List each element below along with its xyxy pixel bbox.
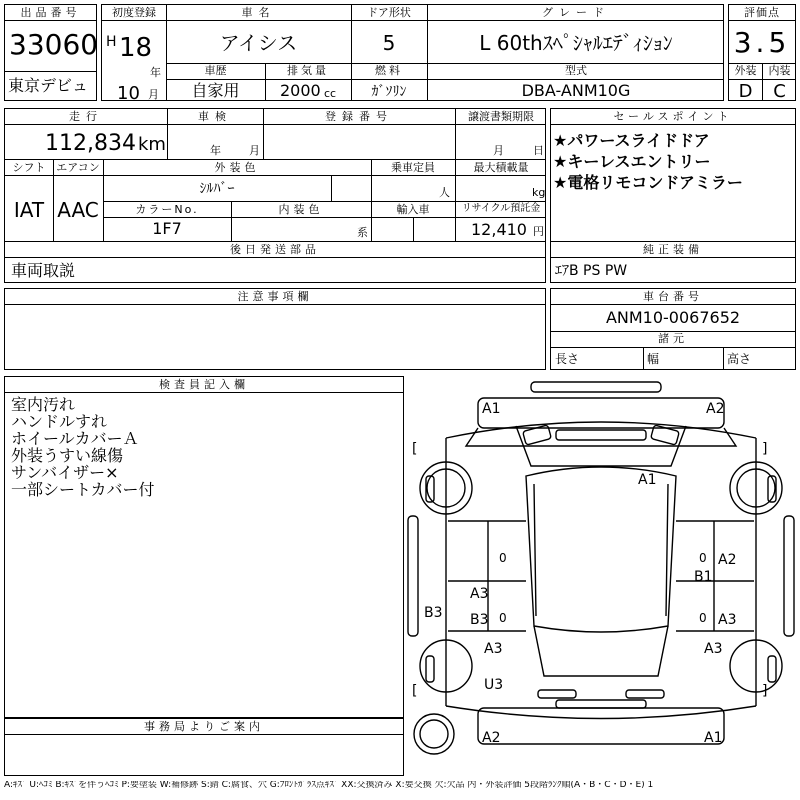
- bracket-left-bottom: [: [412, 683, 418, 699]
- debut-label: 東京デビュ: [8, 76, 89, 95]
- inspector-note-3: ホイールカバーＡ: [11, 429, 139, 448]
- mark-front-left: A1: [482, 401, 501, 417]
- recycle-label: リサイクル預託金: [461, 203, 541, 214]
- inspection-label: 車検: [198, 110, 232, 123]
- lot-box: [4, 4, 97, 101]
- color-no-label: カラーNo.: [135, 203, 199, 216]
- mark-left-quarter: A3: [484, 641, 503, 657]
- damage-diagram: [406, 376, 796, 776]
- height-label: 高さ: [727, 352, 752, 366]
- car-name-label: 車名: [241, 6, 276, 19]
- selling-points-label: セールスポイント: [551, 109, 795, 125]
- ext-color-label: 外装色: [214, 161, 260, 174]
- inspector-note-2: ハンドルすれ: [11, 412, 108, 431]
- year-unit: 年: [150, 66, 161, 79]
- lot-number: 33060: [9, 28, 99, 61]
- mark-front-right: A2: [706, 401, 725, 417]
- vehicle-detail-grid: [4, 108, 546, 242]
- exterior-grade: D: [738, 81, 753, 102]
- first-reg-label: 初度登録: [112, 6, 156, 19]
- later-parts-box: [4, 241, 546, 283]
- mark-left-rear-u3: U3: [484, 677, 504, 693]
- small-mark-2: 0: [699, 551, 707, 565]
- selling-point-2: ★キーレスエントリー: [553, 152, 711, 171]
- interior-label: 内装: [768, 64, 791, 77]
- later-parts-label: 後日発送部品: [5, 242, 545, 258]
- load-label: 最大積載量: [473, 161, 529, 174]
- car-name: アイシス: [219, 31, 298, 55]
- exterior-label: 外装: [734, 64, 757, 77]
- ac-label: エアコン: [56, 161, 100, 174]
- mark-roof: A1: [638, 472, 657, 488]
- legend: A:ｷｽﾞ U:ﾍｺﾐ B:ｷｽﾞを伴うﾍｺﾐ P:要塗装 W:補修跡 S:錆 C:腐食、穴 G:ﾌﾛﾝﾄｶﾞﾗｽ点ｷｽﾞ XX:交換済み X:要交換 欠:欠品 内・外装評価 5段階ﾗﾝｸ順(A・B・C・D・E) 1: [4, 781, 654, 790]
- color-no: 1F7: [152, 219, 182, 238]
- history-label: 車歴: [204, 64, 227, 77]
- chassis-label: 車台番号: [551, 289, 795, 305]
- mark-right-front-door: A2: [718, 552, 737, 568]
- transfer-label: 譲渡書類期限: [468, 110, 534, 123]
- interior-grade: C: [773, 81, 786, 102]
- selling-points-box: [550, 108, 796, 242]
- equipment-box: [550, 241, 796, 283]
- model: DBA-ANM10G: [521, 81, 631, 100]
- small-mark-1: 0: [499, 551, 507, 565]
- header-grid: [101, 4, 724, 104]
- shift: IAT: [13, 198, 45, 222]
- mileage: 112,834: [45, 131, 136, 156]
- capacity-label: 乗車定員: [391, 161, 435, 174]
- mark-right-quarter: A3: [704, 641, 723, 657]
- load-unit: kg: [532, 186, 546, 199]
- chassis-number: ANM10-0067652: [605, 308, 741, 327]
- spec-label: 諸元: [658, 332, 688, 345]
- door-label: ドア形状: [367, 6, 411, 19]
- ext-color: ｼﾙﾊﾞｰ: [199, 181, 235, 197]
- inspector-notes: [11, 396, 155, 498]
- mark-left-rear-door-b3: B3: [470, 612, 489, 628]
- reg-month: 10: [117, 83, 140, 104]
- office-box: [4, 718, 404, 776]
- model-label: 型式: [565, 64, 587, 77]
- import-label: 輸入車: [396, 203, 430, 216]
- fuel-label: 燃料: [375, 64, 403, 77]
- notes-box: [4, 288, 546, 370]
- int-color-unit: 系: [357, 226, 368, 239]
- bracket-right-top: ]: [762, 441, 768, 457]
- insp-year-unit: 年: [210, 144, 221, 157]
- equipment: ｴｱB PS PW: [555, 263, 628, 279]
- transfer-day-unit: 日: [533, 144, 544, 157]
- bracket-left-top: [: [412, 441, 418, 457]
- reg-label: 登録番号: [325, 110, 393, 123]
- displacement: 2000: [280, 81, 321, 100]
- office-label: 事務局よりご案内: [5, 719, 403, 735]
- displacement-label: 排気量: [287, 64, 329, 77]
- selling-point-3: ★電格リモコンドアミラー: [553, 173, 743, 192]
- bracket-right-bottom: ]: [762, 683, 768, 699]
- displacement-unit: cc: [324, 87, 337, 100]
- notes-label: 注意事項欄: [5, 289, 545, 305]
- chassis-box: [550, 288, 796, 370]
- capacity-unit: 人: [439, 186, 450, 199]
- equipment-label: 純正装備: [551, 242, 795, 258]
- mileage-unit: km: [138, 134, 166, 155]
- inspector-box: [4, 376, 404, 718]
- inspector-note-4: 外装うすい線傷: [11, 446, 124, 465]
- width-label: 幅: [647, 352, 660, 366]
- transfer-month-unit: 月: [493, 144, 504, 157]
- lot-label: 出品番号: [5, 5, 96, 21]
- shift-label: シフト: [12, 161, 46, 174]
- history: 自家用: [191, 81, 240, 100]
- recycle: 12,410: [471, 220, 527, 239]
- ac: AAC: [57, 198, 99, 222]
- length-label: 長さ: [555, 352, 580, 366]
- doors: 5: [382, 31, 396, 55]
- inspector-label: 検査員記入欄: [5, 377, 403, 393]
- era: H: [106, 34, 117, 50]
- small-mark-4: 0: [699, 611, 707, 625]
- recycle-unit: 円: [533, 225, 544, 238]
- selling-point-1: ★パワースライドドア: [553, 131, 710, 150]
- mark-right-door-b1: B1: [694, 569, 713, 585]
- fuel: ｶﾞｿﾘﾝ: [371, 84, 407, 100]
- car-diagram-svg: [406, 376, 796, 776]
- rating: 3.5: [733, 26, 791, 59]
- mark-rear-left: A2: [482, 730, 501, 746]
- insp-month-unit: 月: [249, 144, 260, 157]
- later-parts: 車両取説: [11, 261, 76, 280]
- grade-label: グレード: [542, 6, 610, 19]
- rating-box: [728, 4, 796, 101]
- mileage-label: 走行: [69, 110, 103, 123]
- int-color-label: 内装色: [278, 203, 324, 216]
- inspector-note-1: 室内汚れ: [11, 395, 76, 414]
- inspector-note-5: サンバイザー×: [11, 463, 119, 482]
- month-unit: 月: [148, 88, 159, 101]
- mark-left-rear-door-a3: A3: [470, 586, 489, 602]
- mark-rear-right: A1: [704, 730, 723, 746]
- reg-year: 18: [119, 33, 153, 63]
- inspector-note-6: 一部シートカバー付: [11, 480, 155, 499]
- small-mark-3: 0: [499, 611, 507, 625]
- mark-right-rear-door: A3: [718, 612, 737, 628]
- mark-left-step: B3: [424, 605, 443, 621]
- rating-label: 評価点: [729, 5, 795, 21]
- grade: L 60thｽﾍﾟｼｬﾙｴﾃﾞｨｼｮﾝ: [479, 31, 673, 55]
